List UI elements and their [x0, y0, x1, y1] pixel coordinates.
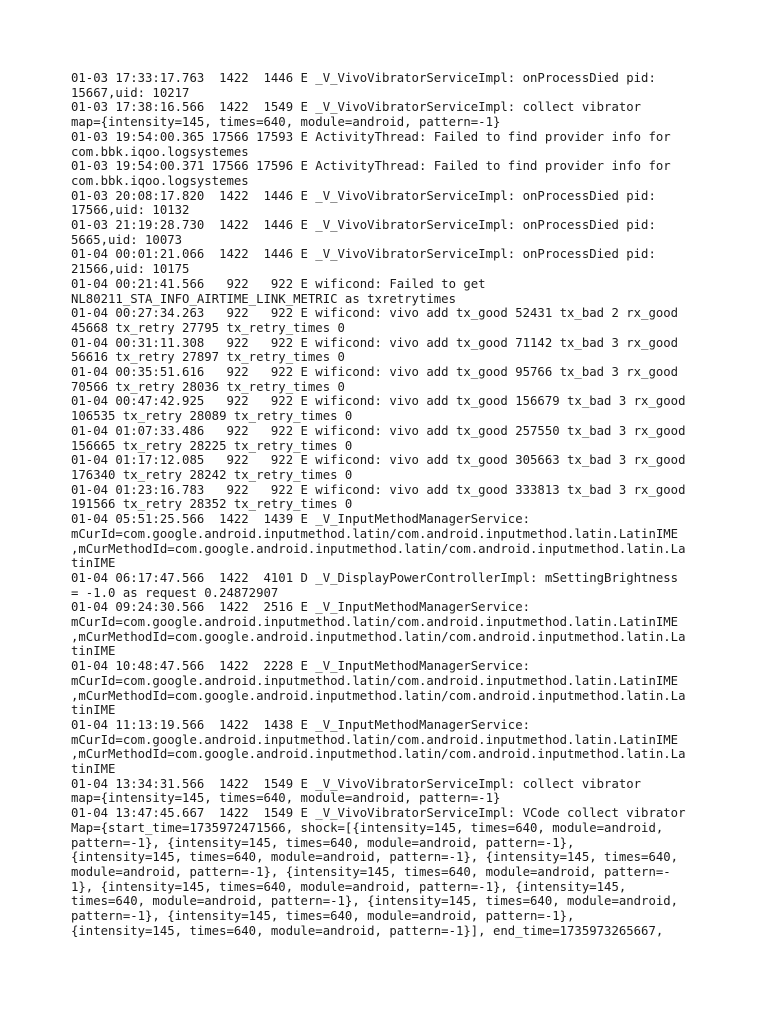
- log-line: tinIME: [71, 644, 116, 659]
- log-line: 176340 tx_retry 28242 tx_retry_times 0: [71, 467, 353, 482]
- log-line: 01-04 01:23:16.783 922 922 E wificond: vivo add tx_good 333813 tx_bad 3 rx_good: [71, 482, 686, 497]
- log-line: tinIME: [71, 762, 116, 777]
- log-text-block: [71, 71, 711, 938]
- log-line: 5665,uid: 10073: [71, 232, 183, 247]
- log-line: 45668 tx_retry 27795 tx_retry_times 0: [71, 320, 345, 335]
- log-line: mCurId=com.google.android.inputmethod.latin/com.android.inputmethod.latin.LatinIME: [71, 526, 679, 541]
- log-line: mCurId=com.google.android.inputmethod.latin/com.android.inputmethod.latin.LatinIME: [71, 673, 679, 688]
- log-line: 01-03 19:54:00.365 17566 17593 E ActivityThread: Failed to find provider info for: [71, 129, 671, 144]
- log-line: 56616 tx_retry 27897 tx_retry_times 0: [71, 350, 345, 365]
- log-line: 01-03 17:38:16.566 1422 1549 E _V_VivoVibratorServiceImpl: collect vibrator: [71, 100, 642, 115]
- log-line: mCurId=com.google.android.inputmethod.latin/com.android.inputmethod.latin.LatinIME: [71, 732, 679, 747]
- log-line: pattern=-1}, {intensity=145, times=640, module=android, pattern=-1},: [71, 835, 575, 850]
- log-line: 01-04 00:35:51.616 922 922 E wificond: vivo add tx_good 95766 tx_bad 3 rx_good: [71, 365, 679, 380]
- log-line: = -1.0 as request 0.24872907: [71, 585, 279, 600]
- log-line: pattern=-1}, {intensity=145, times=640, module=android, pattern=-1},: [71, 909, 575, 924]
- log-line: map={intensity=145, times=640, module=android, pattern=-1}: [71, 791, 501, 806]
- log-line: ,mCurMethodId=com.google.android.inputmethod.latin/com.android.inputmethod.latin.La: [71, 629, 686, 644]
- log-line: 01-03 17:33:17.763 1422 1446 E _V_VivoVibratorServiceImpl: onProcessDied pid:: [71, 71, 656, 85]
- log-line: ,mCurMethodId=com.google.android.inputmethod.latin/com.android.inputmethod.latin.La: [71, 541, 686, 556]
- log-line: times=640, module=android, pattern=-1}, {intensity=145, times=640, module=android,: [71, 894, 679, 909]
- log-line: 01-04 11:13:19.566 1422 1438 E _V_InputMethodManagerService:: [71, 717, 531, 732]
- log-line: 191566 tx_retry 28352 tx_retry_times 0: [71, 497, 353, 512]
- log-line: 15667,uid: 10217: [71, 85, 190, 100]
- log-line: 01-04 00:31:11.308 922 922 E wificond: vivo add tx_good 71142 tx_bad 3 rx_good: [71, 335, 679, 350]
- log-line: 17566,uid: 10132: [71, 203, 190, 218]
- log-line: tinIME: [71, 556, 116, 571]
- log-line: map={intensity=145, times=640, module=android, pattern=-1}: [71, 115, 501, 130]
- log-line: 01-03 20:08:17.820 1422 1446 E _V_VivoVibratorServiceImpl: onProcessDied pid:: [71, 188, 656, 203]
- log-line: 01-04 00:01:21.066 1422 1446 E _V_VivoVibratorServiceImpl: onProcessDied pid:: [71, 247, 656, 262]
- log-line: 01-04 06:17:47.566 1422 4101 D _V_DisplayPowerControllerImpl: mSettingBrightness: [71, 570, 679, 585]
- log-line: mCurId=com.google.android.inputmethod.latin/com.android.inputmethod.latin.LatinIME: [71, 615, 679, 630]
- log-line: 01-03 19:54:00.371 17566 17596 E ActivityThread: Failed to find provider info for: [71, 159, 671, 174]
- log-line: 01-04 00:47:42.925 922 922 E wificond: vivo add tx_good 156679 tx_bad 3 rx_good: [71, 394, 686, 409]
- log-line: 01-03 21:19:28.730 1422 1446 E _V_VivoVibratorServiceImpl: onProcessDied pid:: [71, 218, 656, 233]
- log-line: 01-04 00:27:34.263 922 922 E wificond: vivo add tx_good 52431 tx_bad 2 rx_good: [71, 306, 679, 321]
- log-line: 01-04 09:24:30.566 1422 2516 E _V_InputMethodManagerService:: [71, 600, 531, 615]
- log-line: 01-04 01:07:33.486 922 922 E wificond: vivo add tx_good 257550 tx_bad 3 rx_good: [71, 423, 686, 438]
- log-line: 01-04 01:17:12.085 922 922 E wificond: vivo add tx_good 305663 tx_bad 3 rx_good: [71, 453, 686, 468]
- log-line: ,mCurMethodId=com.google.android.inputmethod.latin/com.android.inputmethod.latin.La: [71, 688, 686, 703]
- log-line: Map={start_time=1735972471566, shock=[{intensity=145, times=640, module=android,: [71, 820, 664, 835]
- log-line: 01-04 05:51:25.566 1422 1439 E _V_InputMethodManagerService:: [71, 512, 531, 527]
- log-line: 106535 tx_retry 28089 tx_retry_times 0: [71, 409, 353, 424]
- log-line: module=android, pattern=-1}, {intensity=145, times=640, module=android, pattern=-: [71, 864, 671, 879]
- log-line: ,mCurMethodId=com.google.android.inputmethod.latin/com.android.inputmethod.latin.La: [71, 747, 686, 762]
- log-line: NL80211_STA_INFO_AIRTIME_LINK_METRIC as txretrytimes: [71, 291, 456, 306]
- log-line: 156665 tx_retry 28225 tx_retry_times 0: [71, 438, 353, 453]
- log-line: 70566 tx_retry 28036 tx_retry_times 0: [71, 379, 345, 394]
- log-line: 1}, {intensity=145, times=640, module=android, pattern=-1}, {intensity=145,: [71, 879, 627, 894]
- log-line: 01-04 10:48:47.566 1422 2228 E _V_InputMethodManagerService:: [71, 659, 531, 674]
- log-line: tinIME: [71, 703, 116, 718]
- log-line: 01-04 00:21:41.566 922 922 E wificond: Failed to get: [71, 276, 486, 291]
- log-line: {intensity=145, times=640, module=android, pattern=-1}, {intensity=145, times=640,: [71, 850, 679, 865]
- log-line: com.bbk.iqoo.logsystemes: [71, 173, 249, 188]
- log-line: com.bbk.iqoo.logsystemes: [71, 144, 249, 159]
- log-line: 21566,uid: 10175: [71, 262, 190, 277]
- log-line: 01-04 13:47:45.667 1422 1549 E _V_VivoVibratorServiceImpl: VCode collect vibrator: [71, 806, 686, 821]
- log-line: 01-04 13:34:31.566 1422 1549 E _V_VivoVibratorServiceImpl: collect vibrator: [71, 776, 642, 791]
- log-line: {intensity=145, times=640, module=android, pattern=-1}], end_time=1735973265667,: [71, 923, 664, 938]
